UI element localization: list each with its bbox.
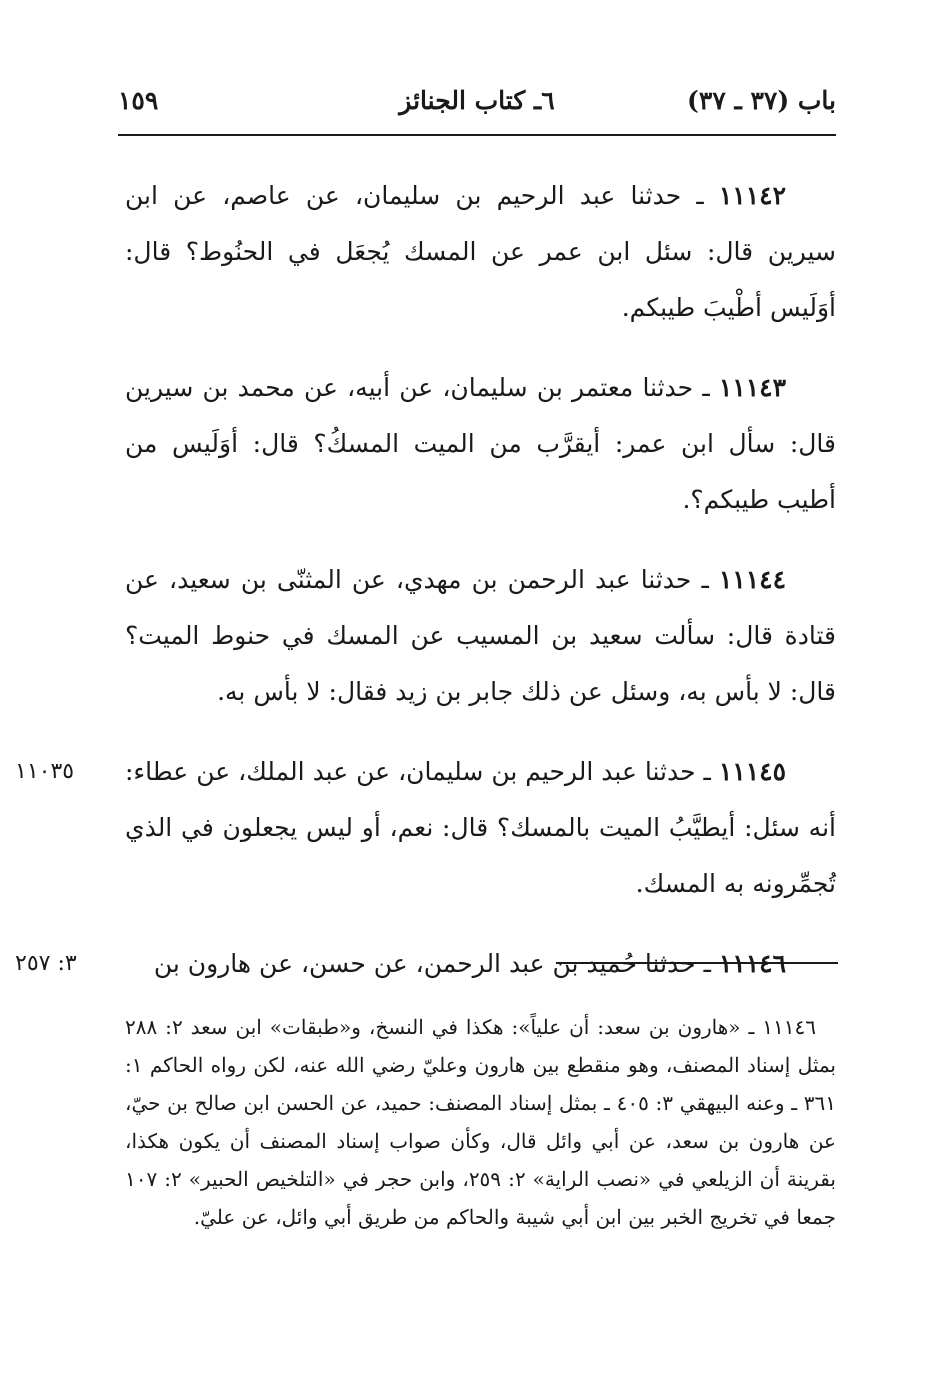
hadith-entry <box>15 744 836 912</box>
page-number: ١٥٩ <box>118 86 159 115</box>
hadith-number: ١١١٤٦ <box>718 949 786 978</box>
header-divider <box>118 134 836 136</box>
hadith-text: ـ حدثنا معتمر بن سليمان، عن أبيه، عن محمد بن سيرين قال: سأل ابن عمر: أيقرَّب من الميت المسكُ؟ قال: أوَلَيس من أطيب طيبكم؟. <box>125 373 836 514</box>
hadith-number: ١١١٤٤ <box>718 565 786 594</box>
hadith-entry <box>125 360 836 528</box>
hadith-number: ١١١٤٣ <box>718 373 786 402</box>
hadith-entry <box>125 552 836 720</box>
hadith-text: ـ حدثنا عبد الرحمن بن مهدي، عن المثنّى بن سعيد، عن قتادة قال: سألت سعيد بن المسيب عن المسك في حنوط الميت؟ قال: لا بأس به، وسئل عن ذلك جابر بن زيد فقال: لا بأس به. <box>125 565 836 706</box>
margin-reference: ٣: ٢٥٧ <box>15 951 77 976</box>
hadith-text: ـ حدثنا عبد الرحيم بن سليمان، عن عاصم، عن ابن سيرين قال: سئل ابن عمر عن المسك يُجعَل في الحنُوط؟ قال: أوَلَيس أطْيبَ طيبكم. <box>125 181 836 322</box>
hadith-entry <box>125 168 836 336</box>
hadith-number: ١١١٤٥ <box>718 757 787 786</box>
margin-reference: ١١٠٣٥ <box>15 759 75 784</box>
footnote: ١١١٤٦ ـ «هارون بن سعد: أن علياً»: هكذا في النسخ، و«طبقات» ابن سعد ٢: ٢٨٨ بمثل إسناد المصنف، وهو منقطع بين هارون وعليّ رضي الله عنه، لكن رواه الحاكم ١: ٣٦١ ـ وعنه البيهقي ٣: ٤٠٥ ـ بمثل إسناد المصنف: حميد، عن الحسن ابن صالح بن حيّ، عن هارون بن سعد، عن أبي وائل قال، وكأن صواب إسناد المصنف أن يكون هكذا، بقرينة أن الزيلعي في «نصب الراية» ٢: ٢٥٩، وابن حجر في «التلخيص الحبير» ٢: ١٠٧ جمعا في تخريج الخبر بين ابن أبي شيبة والحاكم من طريق أبي وائل، عن عليّ. <box>125 1015 836 1229</box>
hadith-text: ـ حدثنا عبد الرحيم بن سليمان، عن عبد الملك، عن عطاء: أنه سئل: أيطيَّبُ الميت بالمسك؟ قال: نعم، أو ليس يجعلون في الذي تُجمِّرونه به المسك. <box>125 757 836 898</box>
chapter-title: باب (٣٧ ـ ٣٧) <box>687 86 836 115</box>
footnote-divider <box>556 962 838 964</box>
running-head <box>118 86 836 126</box>
hadith-entry <box>15 936 836 992</box>
book-title: ٦ـ كتاب الجنائز <box>399 86 555 115</box>
hadith-list <box>15 168 836 1016</box>
hadith-number: ١١١٤٢ <box>718 181 786 210</box>
hadith-text: ـ حدثنا حُميد بن عبد الرحمن، عن حسن، عن هارون بن <box>153 949 711 978</box>
